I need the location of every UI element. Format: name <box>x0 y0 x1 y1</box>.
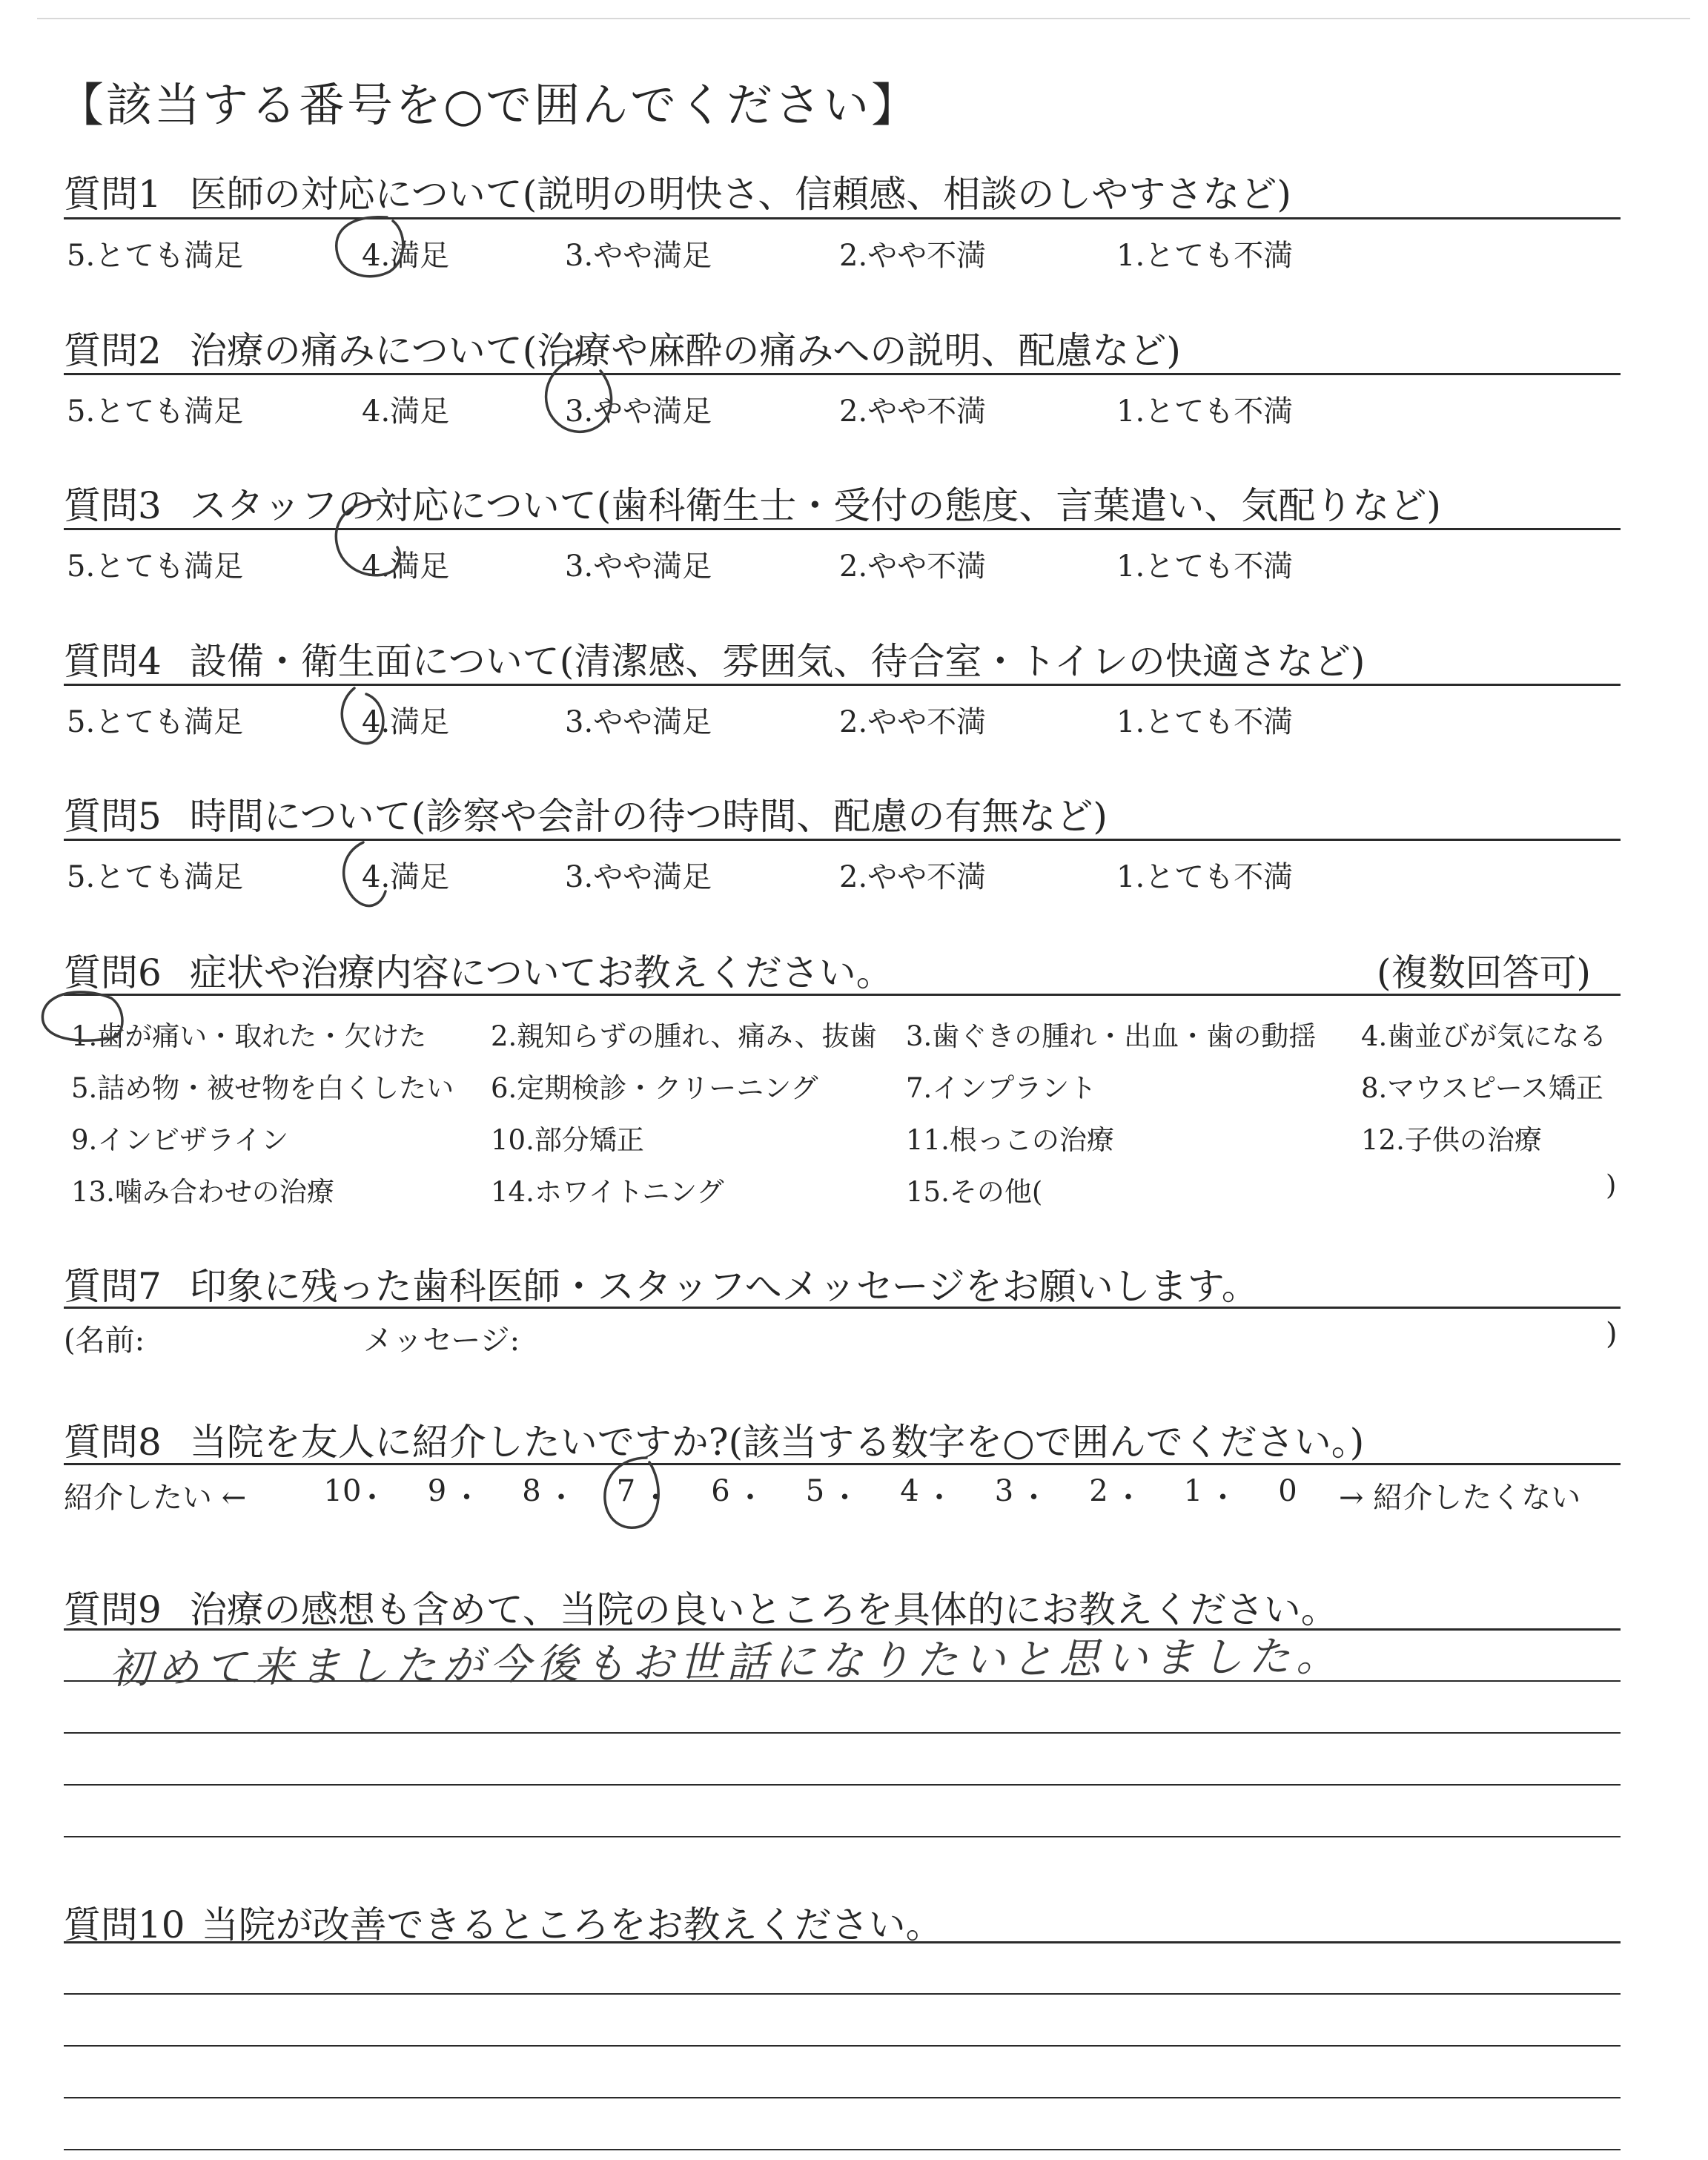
symptom-option-14[interactable]: 14.ホワイトニング <box>491 1176 724 1208</box>
symptom-option-4[interactable]: 4.歯並びが気になる <box>1361 1020 1607 1052</box>
rating-option-5[interactable]: 5.とても満足 <box>67 549 244 584</box>
symptom-option-5[interactable]: 5.詰め物・被せ物を白くしたい <box>71 1072 454 1104</box>
scale-separator: ・ <box>1019 1481 1049 1515</box>
question-text: 症状や治療内容についてお教えください。 <box>189 951 893 994</box>
multiple-answers-note: (複数回答可) <box>1376 951 1591 994</box>
question-rule <box>64 1941 1621 1943</box>
question-number: 質問6 <box>64 951 162 994</box>
rating-option-5[interactable]: 5.とても満足 <box>67 239 244 273</box>
symptom-option-2[interactable]: 2.親知らずの腫れ、痛み、抜歯 <box>491 1020 877 1052</box>
answer-line <box>64 2149 1621 2150</box>
scale-separator: ・ <box>357 1481 387 1515</box>
question-text: 当院を友人に紹介したいですか?(該当する数字を○で囲んでください。) <box>189 1421 1365 1464</box>
top-rule <box>37 18 1690 19</box>
question-text: 医師の対応について(説明の明快さ、信頼感、相談のしやすさなど) <box>189 173 1291 216</box>
rating-option-3[interactable]: 3.やや満足 <box>565 394 712 429</box>
answer-line <box>64 2097 1621 2098</box>
answer-line <box>64 1836 1621 1837</box>
question-1 <box>64 165 1621 218</box>
handwritten-answer[interactable]: 初めて来ましたが今後もお世話になりたいと思いました。 <box>109 1632 1344 1694</box>
question-rule <box>64 839 1621 841</box>
symptom-option-11[interactable]: 11.根っこの治療 <box>906 1124 1114 1156</box>
scale-separator: ・ <box>451 1481 482 1515</box>
scale-value-9[interactable]: 9 <box>427 1474 447 1508</box>
answer-line <box>64 1784 1621 1786</box>
question-text: 治療の痛みについて(治療や麻酔の痛みへの説明、配慮など) <box>189 329 1181 372</box>
sheet-heading: 【該当する番号を○で囲んでください】 <box>58 78 920 132</box>
rating-option-5[interactable]: 5.とても満足 <box>67 860 244 894</box>
question-rule <box>64 1307 1621 1309</box>
scale-value-8[interactable]: 8 <box>522 1474 541 1508</box>
symptom-option-9[interactable]: 9.インビザライン <box>71 1124 289 1156</box>
symptom-option-6[interactable]: 6.定期検診・クリーニング <box>491 1072 818 1104</box>
scale-separator: ・ <box>735 1481 765 1515</box>
answer-line <box>64 2045 1621 2047</box>
rating-option-2[interactable]: 2.やや不満 <box>839 394 987 429</box>
question-rule <box>64 994 1621 996</box>
rating-option-4[interactable]: 4.満足 <box>362 394 450 429</box>
scale-separator: ・ <box>924 1481 954 1515</box>
rating-option-2[interactable]: 2.やや不満 <box>839 239 987 273</box>
question-rule <box>64 684 1621 686</box>
rating-option-2[interactable]: 2.やや不満 <box>839 860 987 894</box>
symptom-option-1[interactable]: 1.歯が痛い・取れた・欠けた <box>71 1020 427 1052</box>
scale-separator: ・ <box>830 1481 860 1515</box>
rating-option-1[interactable]: 1.とても不満 <box>1116 705 1294 739</box>
symptom-option-15[interactable]: 15.その他( <box>906 1176 1043 1208</box>
question-number: 質問9 <box>64 1588 162 1631</box>
question-text: 当院が改善できるところをお教えください。 <box>201 1903 943 1946</box>
question-text: 時間について(診察や会計の待つ時間、配慮の有無など) <box>189 795 1108 838</box>
not-recommend-label: → 紹介したくない <box>1339 1481 1581 1515</box>
symptom-option-8[interactable]: 8.マウスピース矯正 <box>1361 1072 1603 1104</box>
rating-option-4[interactable]: 4.満足 <box>362 860 450 894</box>
recommend-label: 紹介したい ← <box>64 1481 247 1515</box>
scale-separator: ・ <box>1208 1481 1238 1515</box>
question-6 <box>64 943 1621 997</box>
question-number: 質問1 <box>64 173 162 216</box>
question-number: 質問8 <box>64 1421 162 1464</box>
scale-value-1[interactable]: 1 <box>1183 1474 1203 1508</box>
question-9 <box>64 1580 1621 1634</box>
question-7 <box>64 1257 1621 1310</box>
answer-line <box>64 1732 1621 1734</box>
rating-option-3[interactable]: 3.やや満足 <box>565 860 712 894</box>
question-rule <box>64 217 1621 219</box>
question-2 <box>64 321 1621 374</box>
scale-separator: ・ <box>1113 1481 1143 1515</box>
question-5 <box>64 787 1621 840</box>
question-3 <box>64 476 1621 529</box>
rating-option-4[interactable]: 4.満足 <box>362 239 450 273</box>
scale-value-6[interactable]: 6 <box>711 1474 730 1508</box>
other-closing-paren: ) <box>1606 1169 1617 1201</box>
scale-value-3[interactable]: 3 <box>994 1474 1014 1508</box>
rating-option-4[interactable]: 4.満足 <box>362 549 450 584</box>
scale-value-4[interactable]: 4 <box>900 1474 919 1508</box>
question-number: 質問10 <box>64 1903 185 1946</box>
rating-option-2[interactable]: 2.やや不満 <box>839 549 987 584</box>
symptom-option-13[interactable]: 13.噛み合わせの治療 <box>71 1176 334 1208</box>
rating-option-1[interactable]: 1.とても不満 <box>1116 239 1294 273</box>
question-rule <box>64 528 1621 530</box>
question-4 <box>64 632 1621 685</box>
question-number: 質問4 <box>64 640 162 683</box>
question-number: 質問5 <box>64 795 162 838</box>
rating-option-1[interactable]: 1.とても不満 <box>1116 394 1294 429</box>
answer-line <box>64 1993 1621 1995</box>
rating-option-3[interactable]: 3.やや満足 <box>565 705 712 739</box>
scale-separator: ・ <box>640 1481 671 1515</box>
scale-value-0[interactable]: 0 <box>1278 1474 1297 1508</box>
scale-value-7[interactable]: 7 <box>616 1474 636 1508</box>
rating-option-4[interactable]: 4.満足 <box>362 705 450 739</box>
scale-value-10[interactable]: 10 <box>323 1474 362 1508</box>
scale-separator: ・ <box>546 1481 576 1515</box>
rating-option-3[interactable]: 3.やや満足 <box>565 549 712 584</box>
name-label: (名前: <box>64 1324 145 1358</box>
rating-option-5[interactable]: 5.とても満足 <box>67 705 244 739</box>
question-8 <box>64 1413 1621 1466</box>
question-rule <box>64 373 1621 375</box>
question-number: 質問2 <box>64 329 162 372</box>
rating-option-1[interactable]: 1.とても不満 <box>1116 860 1294 894</box>
message-closing-paren: ) <box>1606 1317 1618 1351</box>
rating-option-1[interactable]: 1.とても不満 <box>1116 549 1294 584</box>
scale-value-5[interactable]: 5 <box>805 1474 825 1508</box>
scale-value-2[interactable]: 2 <box>1089 1474 1108 1508</box>
message-label: メッセージ: <box>363 1324 520 1358</box>
rating-option-3[interactable]: 3.やや満足 <box>565 239 712 273</box>
question-text: 治療の感想も含めて、当院の良いところを具体的にお教えください。 <box>189 1588 1338 1631</box>
rating-option-5[interactable]: 5.とても満足 <box>67 394 244 429</box>
question-number: 質問3 <box>64 484 162 527</box>
question-number: 質問7 <box>64 1265 162 1308</box>
question-rule <box>64 1463 1621 1465</box>
symptom-option-3[interactable]: 3.歯ぐきの腫れ・出血・歯の動揺 <box>906 1020 1317 1052</box>
question-text: スタッフの対応について(歯科衛生士・受付の態度、言葉遣い、気配りなど) <box>189 484 1441 527</box>
symptom-option-7[interactable]: 7.インプラント <box>906 1072 1097 1104</box>
rating-option-2[interactable]: 2.やや不満 <box>839 705 987 739</box>
question-text: 印象に残った歯科医師・スタッフへメッセージをお願いします。 <box>189 1265 1259 1308</box>
symptom-option-10[interactable]: 10.部分矯正 <box>491 1124 644 1156</box>
symptom-option-12[interactable]: 12.子供の治療 <box>1361 1124 1542 1156</box>
question-text: 設備・衛生面について(清潔感、雰囲気、待合室・トイレの快適さなど) <box>189 640 1366 683</box>
